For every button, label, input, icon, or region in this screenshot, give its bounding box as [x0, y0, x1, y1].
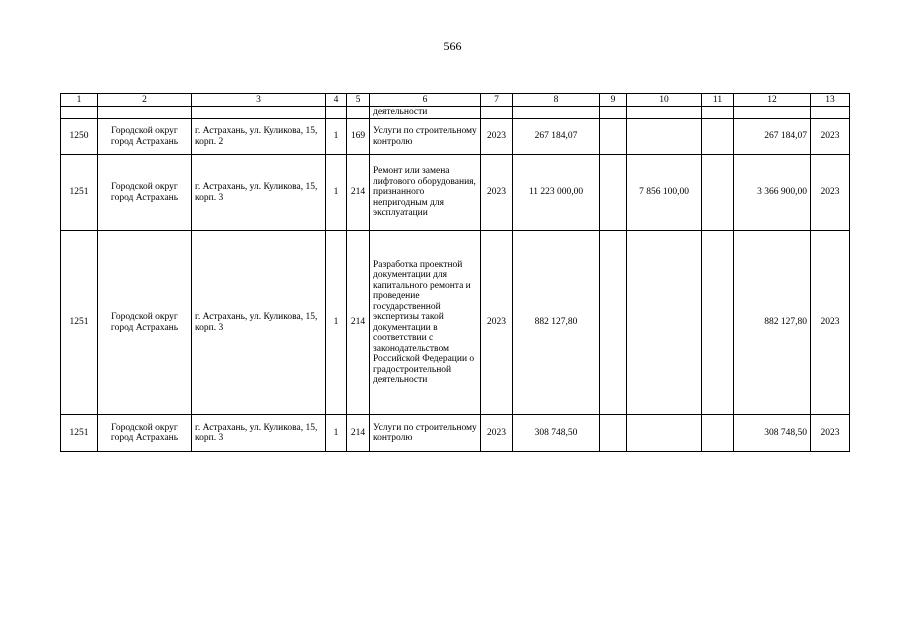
page-number: 566 [443, 39, 462, 53]
owner-cost-cell: 3 366 900,00 [734, 155, 811, 231]
header-cell: 8 [513, 94, 600, 107]
table-cell [702, 155, 734, 231]
table-cell: 214 [347, 231, 370, 415]
header-cell: 1 [61, 94, 98, 107]
continuation-row [61, 107, 850, 119]
owner-cost-cell: 308 748,50 [734, 415, 811, 452]
year-cell: 2023 [811, 119, 850, 155]
total-cost-cell: 882 127,80 [513, 231, 600, 415]
table-cell [600, 107, 627, 119]
table-cell: 214 [347, 155, 370, 231]
total-cost-cell: 308 748,50 [513, 415, 600, 452]
year-cell: 2023 [811, 415, 850, 452]
table-cell [627, 107, 702, 119]
row-number-cell: 1251 [61, 415, 98, 452]
fund-cost-cell [627, 231, 702, 415]
table-cell [702, 107, 734, 119]
table-row [61, 155, 850, 231]
year-cell: 2023 [481, 415, 513, 452]
year-cell: 2023 [811, 155, 850, 231]
table-cell [734, 107, 811, 119]
row-number-cell: 1251 [61, 155, 98, 231]
address-cell: г. Астрахань, ул. Куликова, 15, корп. 2 [192, 119, 326, 155]
table-row [61, 231, 850, 415]
table-cell [600, 119, 627, 155]
table-cell [61, 107, 98, 119]
address-cell: г. Астрахань, ул. Куликова, 15, корп. 3 [192, 155, 326, 231]
year-cell: 2023 [811, 231, 850, 415]
header-cell: 4 [326, 94, 347, 107]
fund-cost-cell [627, 415, 702, 452]
header-cell: 3 [192, 94, 326, 107]
header-cell: 6 [370, 94, 481, 107]
work-description-cell: Ремонт или замена лифтового оборудования, признанного непригодным для эксплуатации [370, 155, 481, 231]
table-cell: 1 [326, 231, 347, 415]
year-cell: 2023 [481, 119, 513, 155]
table-cell [98, 107, 192, 119]
work-description-cell: Разработка проектной документации для капитального ремонта и проведение государственной экспертизы такой документации в соответствии с законодательством Российской Федерации о градостроительной деятельности [370, 231, 481, 415]
table-cell [702, 415, 734, 452]
table-cell [811, 107, 850, 119]
header-row [61, 94, 850, 107]
year-cell: 2023 [481, 231, 513, 415]
municipality-cell: Городской округ город Астрахань [98, 415, 192, 452]
header-cell: 12 [734, 94, 811, 107]
header-cell: 2 [98, 94, 192, 107]
table-cell [481, 107, 513, 119]
table-row [61, 415, 850, 452]
header-cell: 10 [627, 94, 702, 107]
table-cell [600, 155, 627, 231]
table-cell: 169 [347, 119, 370, 155]
work-description-cell: деятельности [370, 107, 481, 119]
header-cell: 9 [600, 94, 627, 107]
total-cost-cell: 267 184,07 [513, 119, 600, 155]
table-cell [347, 107, 370, 119]
table-cell: 214 [347, 415, 370, 452]
table-cell [702, 231, 734, 415]
table-cell: 1 [326, 155, 347, 231]
owner-cost-cell: 267 184,07 [734, 119, 811, 155]
table-cell [326, 107, 347, 119]
work-description-cell: Услуги по строительному контролю [370, 119, 481, 155]
table-cell [600, 231, 627, 415]
table-cell [600, 415, 627, 452]
header-cell: 13 [811, 94, 850, 107]
address-cell: г. Астрахань, ул. Куликова, 15, корп. 3 [192, 231, 326, 415]
fund-cost-cell [627, 119, 702, 155]
row-number-cell: 1251 [61, 231, 98, 415]
row-number-cell: 1250 [61, 119, 98, 155]
address-cell: г. Астрахань, ул. Куликова, 15, корп. 3 [192, 415, 326, 452]
table-cell [192, 107, 326, 119]
header-cell: 11 [702, 94, 734, 107]
header-cell: 5 [347, 94, 370, 107]
municipality-cell: Городской округ город Астрахань [98, 119, 192, 155]
table-cell: 1 [326, 415, 347, 452]
table-cell [702, 119, 734, 155]
table-row [61, 119, 850, 155]
registry-table [60, 93, 850, 452]
fund-cost-cell: 7 856 100,00 [627, 155, 702, 231]
work-description-cell: Услуги по строительному контролю [370, 415, 481, 452]
municipality-cell: Городской округ город Астрахань [98, 155, 192, 231]
table-cell: 1 [326, 119, 347, 155]
table-cell [513, 107, 600, 119]
header-cell: 7 [481, 94, 513, 107]
owner-cost-cell: 882 127,80 [734, 231, 811, 415]
year-cell: 2023 [481, 155, 513, 231]
municipality-cell: Городской округ город Астрахань [98, 231, 192, 415]
total-cost-cell: 11 223 000,00 [513, 155, 600, 231]
